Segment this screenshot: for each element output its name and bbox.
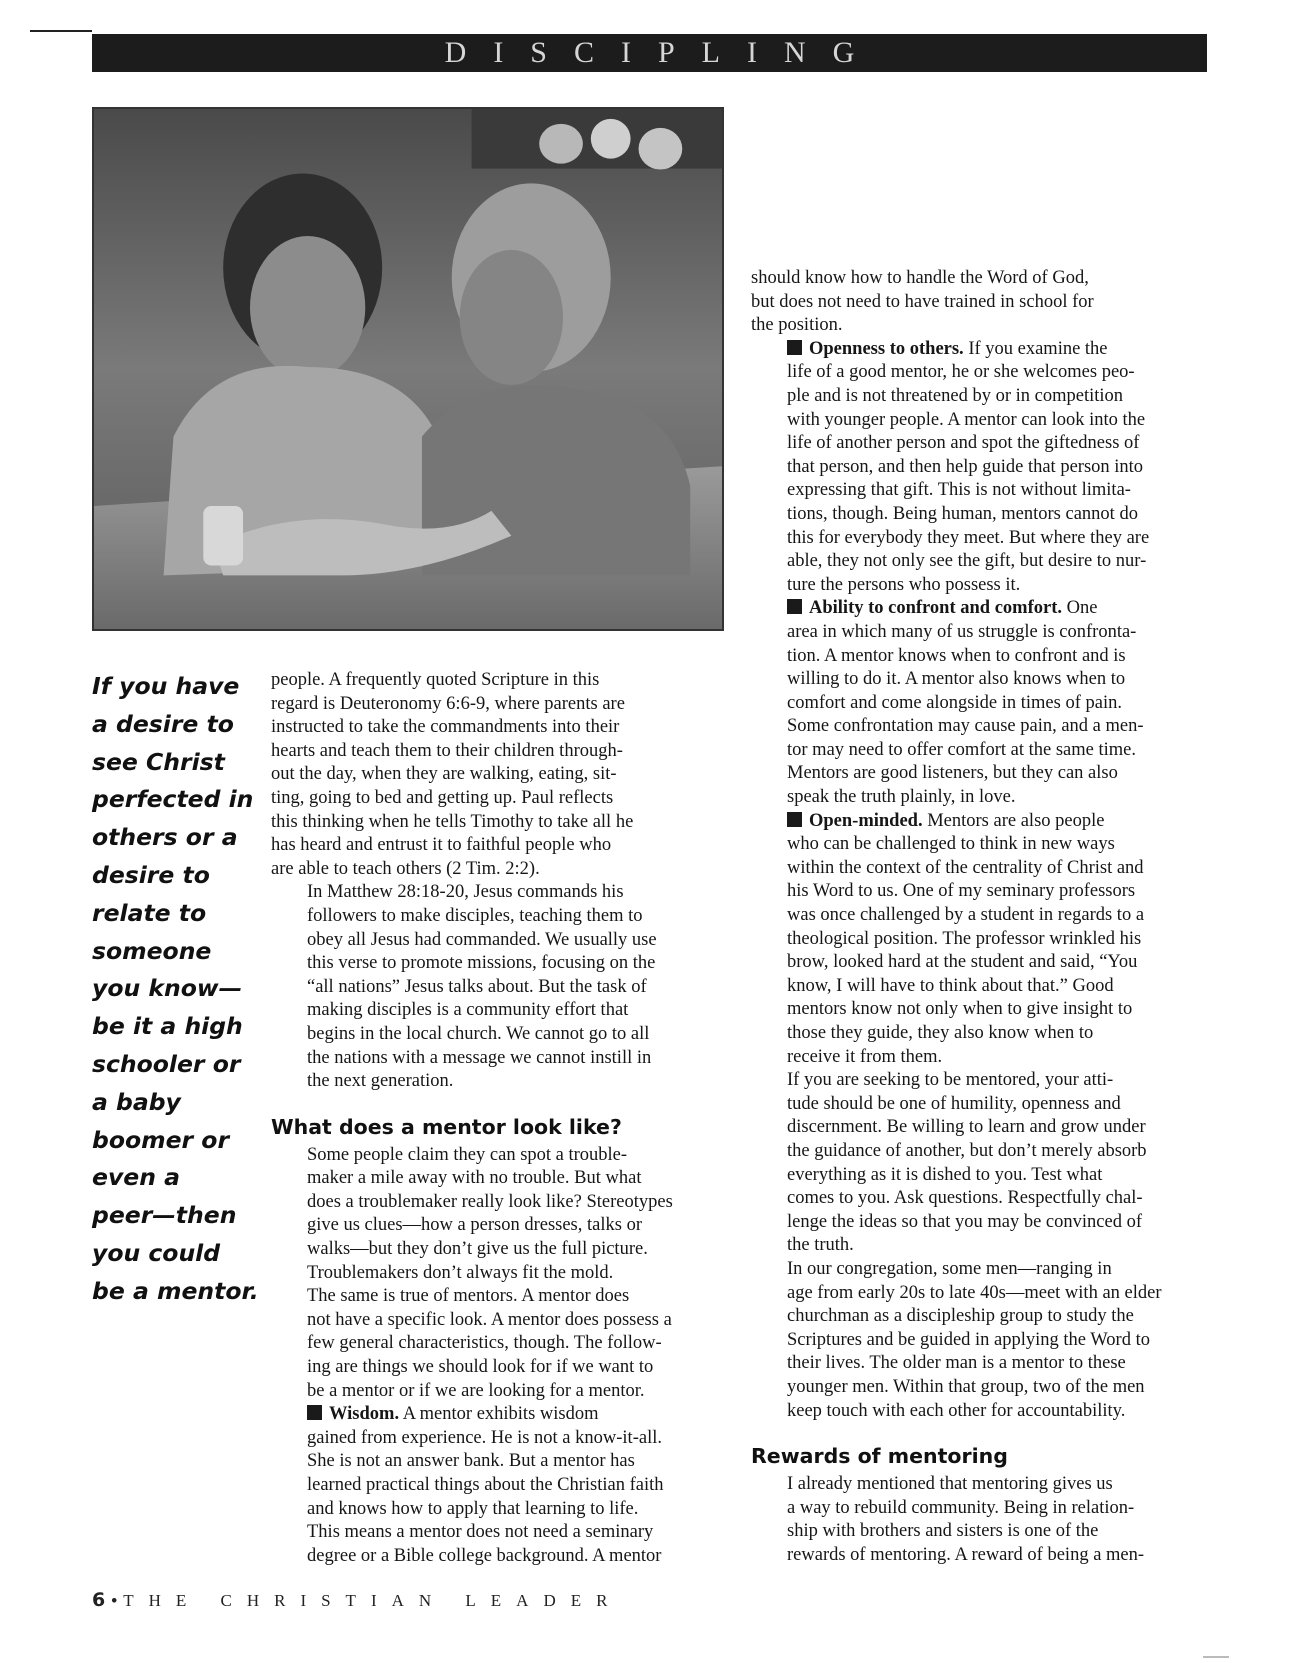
line-text: Mentors are good listeners, but they can also [787,763,1118,784]
text-line [751,409,1207,433]
pull-quote-line: a desire to [92,709,234,738]
line-text: tor may need to offer comfort at the same time. [787,739,1136,760]
section-heading: What does a mentor look like? [271,1114,622,1139]
line-text: discernment. Be willing to learn and grow under [787,1117,1146,1138]
text-line [751,833,1207,857]
line-text: In our congregation, some men—ranging in [787,1258,1112,1279]
section-title: DISCIPLING [444,36,882,69]
text-line [751,951,1207,975]
line-text: the next generation. [307,1071,454,1092]
text-line [271,716,726,740]
line-text: able, they not only see the gift, but desire to nur- [787,551,1147,572]
line-text: brow, looked hard at the student and said, “You [787,952,1138,973]
paragraph [751,338,1207,598]
text-line [751,361,1207,385]
text-line [751,1544,1207,1568]
line-text: If you examine the [963,338,1108,359]
text-line [271,669,726,693]
text-line [271,1238,726,1262]
text-line [271,881,726,905]
text-line [271,834,726,858]
text-line [751,338,1207,362]
bullet-icon [787,599,802,614]
line-text: ture the persons who possess it. [787,574,1021,595]
line-text: Troublemakers don’t always fit the mold. [307,1262,614,1283]
line-text: begins in the local church. We cannot go to all [307,1023,650,1044]
line-text: If you are seeking to be mentored, your atti- [787,1070,1114,1091]
text-line [751,314,1207,338]
line-text: Some confrontation may cause pain, and a men- [787,716,1144,737]
text-line [751,432,1207,456]
text-line [751,527,1207,551]
text-line [271,1380,726,1404]
line-text: obey all Jesus had commanded. We usually use [307,929,657,950]
text-line [751,668,1207,692]
line-text: tion. A mentor knows when to confront and is [787,645,1126,666]
pull-quote-line: perfected in [92,785,254,814]
text-line [751,998,1207,1022]
text-line [751,1282,1207,1306]
text-line [751,1400,1207,1424]
pull-quote-line: schooler or [92,1049,241,1078]
pull-quote-line: If you have [92,672,240,700]
line-text: few general characteristics, though. The follow- [307,1333,662,1354]
text-line [751,715,1207,739]
pull-quote-line: you know— [92,974,243,1003]
pull-quote-line: peer—then [92,1201,237,1230]
line-text: tions, though. Being human, mentors cannot do [787,503,1138,524]
text-line [751,1520,1207,1544]
text-line [271,763,726,787]
text-line [751,1376,1207,1400]
line-text: and knows how to apply that learning to life. [307,1498,639,1519]
line-text: mentors know not only when to give insight to [787,999,1133,1020]
line-text: churchman as a discipleship group to study the [787,1306,1134,1327]
line-text: degree or a Bible college background. A mentor [307,1545,662,1566]
line-text: has heard and entrust it to faithful people who [271,835,612,856]
pull-quote-line: boomer or [92,1125,230,1154]
line-text: life of a good mentor, he or she welcomes peo- [787,362,1135,383]
text-line [271,1285,726,1309]
bullet-icon [787,812,802,827]
text-line [751,503,1207,527]
text-line [271,999,726,1023]
pull-quote-line: be it a high [92,1012,243,1041]
text-line [271,1214,726,1238]
line-text: the nations with a message we cannot instill in [307,1047,652,1068]
line-text: out the day, when they are walking, eating, sit- [271,764,617,785]
text-line [751,1140,1207,1164]
text-line [751,550,1207,574]
line-text: ship with brothers and sisters is one of the [787,1521,1099,1542]
text-line [751,975,1207,999]
line-text: this verse to promote missions, focusing on the [307,953,656,974]
text-line [271,1167,726,1191]
line-text: his Word to us. One of my seminary professors [787,881,1136,902]
line-text: age from early 20s to late 40s—meet with an elder [787,1282,1162,1303]
run-in-heading: Open-minded. [809,810,923,831]
text-line [271,976,726,1000]
line-text: speak the truth plainly, in love. [787,787,1016,808]
line-text: learned practical things about the Christian faith [307,1475,664,1495]
text-line [751,1093,1207,1117]
line-text: lenge the ideas so that you may be convinced of [787,1211,1142,1232]
paragraph [751,1473,1207,1567]
pull-quote-line: see Christ [92,747,225,776]
pull-quote-line: someone [92,936,212,965]
text-line [751,904,1207,928]
pull-quote-line: you could [92,1238,221,1267]
pull-quote-line: even a [92,1163,180,1192]
line-text: their lives. The older man is a mentor to these [787,1353,1126,1374]
article-column-right [751,267,1207,1567]
bullet-icon [307,1405,322,1420]
line-text: tude should be one of humility, openness and [787,1093,1121,1114]
line-text: theological position. The professor wrinkled his [787,928,1142,949]
line-text: does a troublemaker really look like? Stereotypes [307,1191,673,1212]
text-line [751,1305,1207,1329]
footer-separator: • [111,1591,118,1610]
page-number: 6 [92,1589,106,1611]
paragraph [751,1258,1207,1423]
photo-two-women-talking-icon [94,109,722,629]
text-line [271,1047,726,1071]
text-line [751,574,1207,598]
line-text: gained from experience. He is not a know-it-all. [307,1427,662,1448]
line-text: instructed to take the commandments into their [271,717,620,738]
text-line [751,786,1207,810]
line-text: hearts and teach them to their children through- [271,740,623,761]
text-line [751,692,1207,716]
text-line [751,267,1207,291]
text-line [271,1262,726,1286]
text-line [271,1545,726,1569]
line-text: ting, going to bed and getting up. Paul reflects [271,787,614,808]
line-text: are able to teach others (2 Tim. 2:2). [271,858,540,879]
pull-quote-line: relate to [92,898,207,927]
line-text: who can be challenged to think in new ways [787,834,1115,855]
text-line [271,905,726,929]
paragraph [271,1285,726,1403]
text-line [751,1258,1207,1282]
pull-quote-line: desire to [92,860,210,889]
text-line [271,1427,726,1451]
pull-quote-line: a baby [92,1087,181,1116]
text-line [751,810,1207,834]
line-text: comfort and come alongside in times of pain. [787,692,1122,713]
line-text: not have a specific look. A mentor does possess a [307,1309,672,1330]
text-line [271,1521,726,1545]
line-text: regard is Deuteronomy 6:6-9, where parents are [271,693,625,714]
line-text: maker a mile away with no trouble. But what [307,1168,642,1189]
paragraph [271,1403,726,1568]
section-heading: Rewards of mentoring [751,1444,1008,1469]
text-line [751,1046,1207,1070]
line-text: with younger people. A mentor can look into the [787,409,1146,430]
line-text: that person, and then help guide that person into [787,456,1144,477]
text-line [271,1356,726,1380]
line-text: be a mentor or if we are looking for a mentor. [307,1380,645,1401]
paragraph [271,1144,726,1286]
text-line [751,621,1207,645]
line-text: younger men. Within that group, two of the men [787,1376,1145,1397]
pull-quote-line: others or a [92,823,238,852]
text-line [751,1116,1207,1140]
line-text: The same is true of mentors. A mentor does [307,1286,630,1307]
line-text: the position. [751,315,843,336]
line-text: but does not need to have trained in school for [751,291,1094,312]
line-text: rewards of mentoring. A reward of being a men- [787,1544,1145,1565]
text-line [751,456,1207,480]
text-line [751,1352,1207,1376]
text-line [751,1211,1207,1235]
text-line [271,1023,726,1047]
line-text: ing are things we should look for if we want to [307,1357,654,1378]
paragraph [751,1069,1207,1258]
text-line [751,1187,1207,1211]
paragraph [271,881,726,1093]
line-text: people. A frequently quoted Scripture in this [271,670,600,690]
text-line [751,1234,1207,1258]
line-text: followers to make disciples, teaching them to [307,905,643,926]
line-text: receive it from them. [787,1046,943,1067]
text-line [751,880,1207,904]
line-text: those they guide, they also know when to [787,1023,1094,1043]
line-text: Scriptures and be guided in applying the Word to [787,1329,1150,1350]
line-text: In Matthew 28:18-20, Jesus commands his [307,882,624,903]
text-line [271,1191,726,1215]
text-line [751,479,1207,503]
line-text: walks—but they don’t give us the full picture. [307,1239,648,1260]
text-line [271,952,726,976]
text-line [271,693,726,717]
article-column-middle [271,669,726,1568]
text-line [751,645,1207,669]
text-line [751,762,1207,786]
text-line [271,740,726,764]
text-line [751,1473,1207,1497]
line-text: within the context of the centrality of Christ and [787,857,1144,878]
line-text: This means a mentor does not need a seminary [307,1522,654,1543]
line-text: give us clues—how a person dresses, talks or [307,1215,642,1236]
text-line [271,1309,726,1333]
line-text: was once challenged by a student in regards to a [787,905,1145,926]
line-text: this thinking when he tells Timothy to take all he [271,811,634,832]
run-in-heading: Ability to confront and comfort. [809,598,1062,619]
text-line [271,1498,726,1522]
edge-mark [1203,1656,1229,1658]
pull-quote-line: be a mentor. [92,1276,259,1305]
text-line [751,385,1207,409]
text-line [271,787,726,811]
line-text: comes to you. Ask questions. Respectfully chal- [787,1188,1143,1209]
article-photo [92,107,724,631]
line-text: She is not an answer bank. But a mentor has [307,1451,635,1472]
text-line [271,929,726,953]
text-line [751,1164,1207,1188]
text-line [271,1474,726,1498]
line-text: Some people claim they can spot a trouble- [307,1144,628,1165]
line-text: Mentors are also people [922,810,1105,831]
run-in-heading: Openness to others. [809,338,964,359]
paragraph [271,669,726,881]
line-text: A mentor exhibits wisdom [399,1404,599,1425]
paragraph [751,810,1207,1070]
line-text: life of another person and spot the giftedness of [787,433,1140,454]
text-line [751,739,1207,763]
text-line [271,1070,726,1094]
line-text: a way to rebuild community. Being in relation- [787,1497,1135,1518]
text-line [271,811,726,835]
line-text: know, I will have to think about that.” Good [787,975,1114,996]
text-line [751,928,1207,952]
run-in-heading: Wisdom. [329,1404,400,1425]
text-line [271,1144,726,1168]
text-line [271,1450,726,1474]
line-text: expressing that gift. This is not without limita- [787,480,1131,501]
line-text: the truth. [787,1235,854,1256]
magazine-name: THE CHRISTIAN LEADER [123,1591,623,1610]
text-line [751,1022,1207,1046]
pull-quote [92,668,259,1311]
paragraph [751,267,1207,338]
line-text: willing to do it. A mentor also knows when to [787,669,1126,690]
text-line [271,1332,726,1356]
line-text: One [1061,598,1098,619]
bullet-icon [787,340,802,355]
text-line [751,291,1207,315]
line-text: the guidance of another, but don’t merely absorb [787,1140,1147,1161]
text-line [751,1069,1207,1093]
text-line [271,1403,726,1427]
paragraph [751,597,1207,809]
line-text: this for everybody they meet. But where they are [787,527,1150,548]
text-line [751,597,1207,621]
line-text: making disciples is a community effort that [307,1000,629,1021]
text-line [751,857,1207,881]
line-text: everything as it is dished to you. Test what [787,1164,1103,1185]
text-line [751,1497,1207,1521]
line-text: area in which many of us struggle is confronta- [787,621,1137,642]
line-text: I already mentioned that mentoring gives us [787,1474,1113,1495]
line-text: ple and is not threatened by or in competition [787,385,1123,406]
line-text: should know how to handle the Word of God, [751,268,1089,288]
section-banner [92,34,1207,72]
line-text: “all nations” Jesus talks about. But the task of [307,976,647,997]
top-rule [30,30,92,32]
line-text: keep touch with each other for accountability. [787,1400,1126,1421]
text-line [751,1329,1207,1353]
page-footer [92,1589,622,1611]
text-line [271,858,726,882]
